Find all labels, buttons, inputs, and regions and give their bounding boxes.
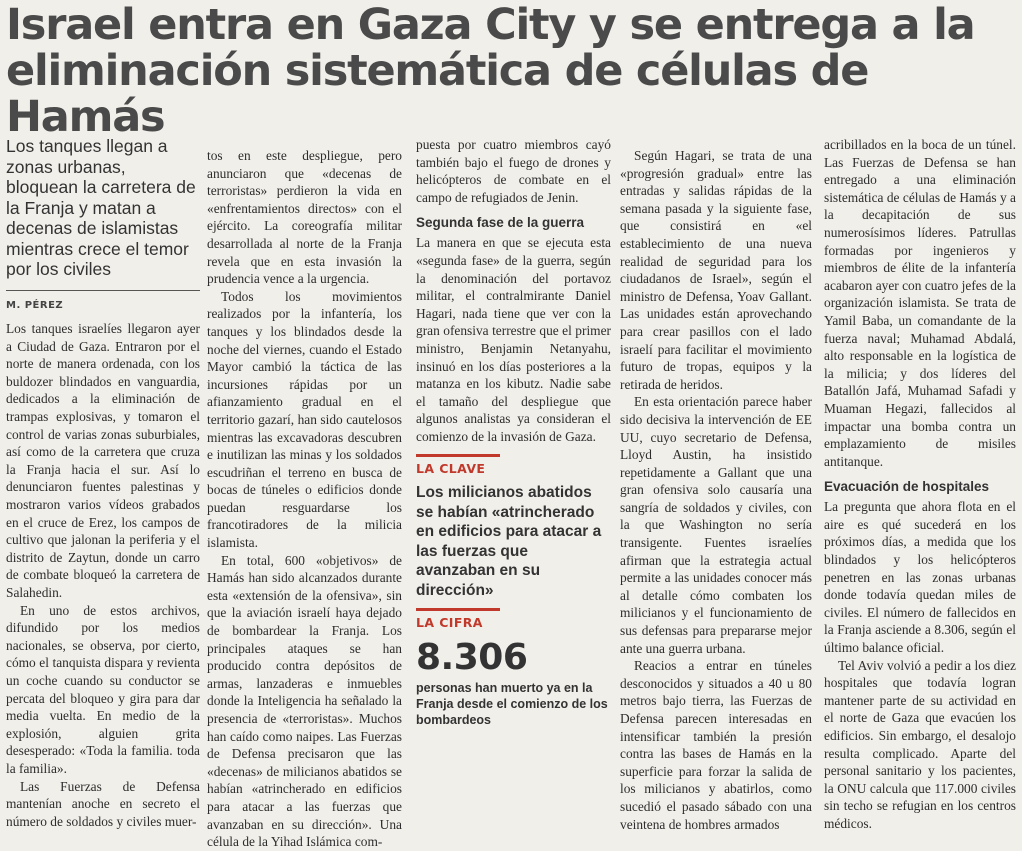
byline: M. PÉREZ — [6, 299, 64, 311]
la-clave-quote: Los milicianos abatidos se habían «atrincherado en edificios para atacar a las fuerzas que avanzaban en su dirección» — [416, 484, 602, 599]
paragraph: puesta por cuatro miembros cayó también bajo el fuego de drones y helicópteros de combate en el campo de refugiados de Jenin. — [416, 137, 611, 205]
article-subheadline: Los tanques llegan a zonas urbanas, bloquean la carretera de la Franja y matan a decenas de islamistas mientras crece el temor por los civiles — [6, 136, 196, 279]
paragraph: acribillados en la boca de un túnel. Las Fuerzas de Defensa se han entregado a una eliminación sistemática de células de Hamás y a la decapitación de sus numerosísimos líderes. Patrullas formadas por ingenieros y miembros de élite de la infantería acabaron ayer con cuatro jefes de la organización islamista. Se trata de Yamil Baba, un comandante de la fuerza naval; Muhamad Abdalá, alto responsable en la logística de la milicia; y dos líderes del Batallón Jafá, Muhamad Safadi y Muaman Hegazi, fallecidos al impactar una bomba contra un emplazamiento de misiles antitanque. — [824, 137, 1016, 469]
la-clave-label: LA CLAVE — [416, 454, 500, 478]
paragraph: Todos los movimientos realizados por la infantería, los tanques y los blindados desde la noche del viernes, cuando el Estado Mayor cambió la táctica de las incursiones rápidas por un afianzamiento gradual en el territorio gazarí, han sido cautelosos mientras las excavadoras descubren e inutilizan las minas y los soldados escudriñan el terreno en busca de bocas de túneles o edificios donde puedan resguardarse los francotiradores de la milicia islamista. — [207, 288, 402, 551]
la-cifra-label: LA CIFRA — [416, 608, 500, 632]
column-2 — [207, 147, 402, 850]
paragraph: La pregunta que ahora flota en el aire es qué sucederá en los próximos días, a medida que los blindados y los helicópteros penetren en las zonas urbanas donde todavía quedan miles de civiles. El número de fallecidos en la Franja asciende a 8.306, según el último balance oficial. — [824, 499, 1016, 656]
paragraph: En esta orientación parece haber sido decisiva la intervención de EE UU, cuyo secretario de Defensa, Lloyd Austin, ha insistido repetidamente a Gallant que una gran ofensiva solo causaría una sangría de soldados y civiles, con la que Washington no sería transigente. Fuentes israelíes afirman que la estrategia actual permite a las unidades conocer más al detalle cómo combaten los milicianos y el funcionamiento de sus defensas para prepararse mejor ante una guerra urbana. — [620, 394, 812, 656]
paragraph: Reacios a entrar en túneles desconocidos y situados a 40 u 80 metros bajo tierra, las Fuerzas de Defensa parecen interesadas en intensificar también la presión contra las bases de Hamás en la superficie para forzar la salida de los milicianos y abatirlos, como sucedió el pasado sábado con una veintena de hombres armados — [620, 658, 812, 832]
paragraph: La manera en que se ejecuta esta «segunda fase» de la guerra, según la denominación del portavoz militar, el contralmirante Daniel Hagari, nada tiene que ver con la gran ofensiva terrestre que el primer ministro, Benjamin Netanyahu, insinuó en los días posteriores a la matanza en los kibutz. Nadie sabe el tamaño del despliegue que algunos analistas ya consideran el comienzo de la invasión de Gaza. — [416, 235, 611, 444]
paragraph: Los tanques israelíes llegaron ayer a Ciudad de Gaza. Entraron por el norte de manera ordenada, con los buldozer blindados en vanguardia, dedicados a la eliminación de trampas explosivas, y tomaron el control de varias zonas suburbiales, así como de la carretera que cruza la Franja hacia el sur. Así lo denunciaron fuentes palestinas y mostraron varios vídeos grabados en el cruce de Erez, los campos de cultivo que jalonan la periferia y el distrito de Zaytun, donde un carro de combate bloqueó la carretera de Salahedin. — [6, 321, 200, 600]
paragraph: Según Hagari, se trata de una «progresión gradual» entre las entradas y salidas rápidas de la semana pasada y la siguiente fase, que consistirá en «el establecimiento de una nueva realidad de seguridad para los ciudadanos de Israel», según el ministro de Defensa, Yoav Gallant. Las unidades están aprovechando para crear pasillos con el lado israelí para facilitar el movimiento futuro de tropas, equipos y la retirada de heridos. — [620, 148, 812, 392]
la-cifra-caption: personas han muerto ya en la Franja desde el comienzo de los bombardeos — [416, 680, 608, 727]
paragraph: Tel Aviv volvió a pedir a los diez hospitales que todavía logran mantener parte de su actividad en el norte de Gaza que evacúen los edificios. Sin embargo, el desalojo resulta complicado. Aparte del personal sanitario y los pacientes, la ONU calcula que 117.000 civiles sin techo se refugian en los centros médicos. — [824, 657, 1016, 831]
paragraph: En uno de estos archivos, difundido por los medios nacionales, se observa, por cierto, cómo el tanquista dispara y revienta un coche cuando su conductor se percata del bloqueo y gira para dar media vuelta. En medio de la explosión, alguien grita desesperado: «Toda la familia. toda la familia». — [6, 602, 200, 776]
paragraph: tos en este despliegue, pero anunciaron que «decenas de terroristas» perdieron la vida en «enfrentamientos directos» con el ejército. La coreografía militar desarrollada al norte de la Franja revela que en esta invasión la prudencia vence a la urgencia. — [207, 148, 402, 287]
article-headline: Israel entra en Gaza City y se entrega a la eliminación sistemática de células de Hamás — [6, 0, 975, 142]
divider — [6, 290, 200, 291]
column-4 — [620, 147, 812, 832]
section-title-evacuacion: Evacuación de hospitales — [824, 479, 990, 495]
paragraph: En total, 600 «objetivos» de Hamás han sido alcanzados durante esta «extensión de la ofensiva», sin que la aviación israelí haya dejado de bombardear la Franja. Los principales ataques se han producido contra depósitos de armas, lanzaderas e inmuebles donde la Inteligencia ha señalado la presencia de «terroristas». Muchos han caído como naipes. Las Fuerzas de Defensa precisaron que las «decenas» de milicianos abatidos se habían «atrincherado en edificios para atacar a las fuerzas que avanzaban en su dirección». Una célula de la Yihad Islámica com- — [207, 552, 402, 850]
column-1 — [6, 136, 200, 829]
section-title-segunda-fase: Segunda fase de la guerra — [416, 215, 585, 231]
column-5 — [824, 136, 1016, 831]
column-3 — [416, 136, 611, 732]
paragraph: Las Fuerzas de Defensa mantenían anoche en secreto el número de soldados y civiles muer- — [6, 778, 200, 829]
la-cifra-number: 8.306 — [416, 636, 528, 678]
